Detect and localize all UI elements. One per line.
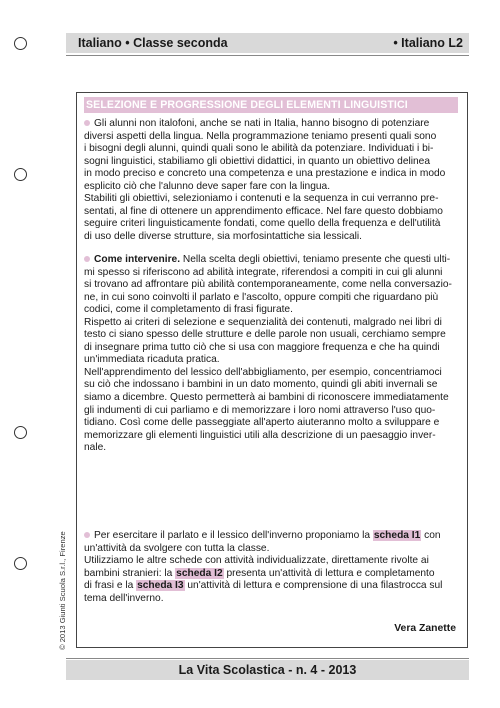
text-line: sogni linguistici, stabiliamo gli obiettivi didattici, in quanto un obiettivo delinea [84,155,431,167]
text-line: Stabiliti gli obiettivi, selezioniamo i contenuti e la sequenza in cui verranno pre- [84,193,439,205]
scheda-i2-link[interactable]: scheda I2 [176,567,223,579]
binder-hole-1 [14,37,27,50]
text-line: i bisogni degli alunni, quindi quali sono le abilità da potenziare. Individuati i bi- [84,143,434,155]
paragraph-schede [84,530,458,605]
binder-hole-3 [14,426,27,439]
text-line: nale. [84,442,107,454]
text-span: con [421,530,441,541]
text-line: sentati, al fine di ottenere un apprendimento efficace. Nel fare questo dobbiamo [84,205,443,217]
footer-divider [66,658,469,659]
header-divider [66,55,469,56]
binder-hole-4 [14,557,27,570]
text-line: testo ci siano spesso delle strutture e delle parole non usuali, cerchiamo sempre [84,329,446,341]
header-subject: Italiano • Classe seconda [78,36,228,50]
page-header [66,33,469,53]
text-line [84,580,458,593]
bullet-icon [84,120,90,126]
text-span: presenta un'attività di lettura e completamento [223,567,435,579]
text-line: di insegnare prima tutto ciò che si usa con maggiore frequenza e che ha quindi [84,341,440,353]
bullet-icon [84,532,90,538]
scheda-i3-link[interactable]: scheda I3 [137,580,184,592]
text-span: Nella scelta degli obiettivi, teniamo presente che questi ulti- [180,254,451,265]
text-line [84,568,458,581]
text-line: Nell'apprendimento del lessico dell'abbigliamento, per esempio, concentriamoci [84,366,442,378]
text-line: gli indumenti di cui parliamo e di memorizzare i loro nomi attraverso l'uso quo- [84,404,436,416]
text-line: un'attività da svolgere con tutta la classe. [84,542,270,554]
text-line [84,530,458,543]
paragraph-come-intervenire [84,254,458,455]
text-line: mi spesso si riferiscono ad abilità integrate, riferendosi a compiti in cui gli alunni [84,266,443,278]
text-line: esplicito ciò che l'alunno deve saper fare con la lingua. [84,180,331,192]
text-line: Rispetto ai criteri di selezione e sequenzialità dei contenuti, malgrado nei libri di [84,316,442,328]
text-span: Gli alunni non italofoni, anche se nati in Italia, hanno bisogno di potenziare [94,118,430,129]
paragraph-intro [84,118,458,243]
text-line: seguire criteri linguisticamente fondati, come quello della frequenza e dell'utilità [84,218,441,230]
page-footer: La Vita Scolastica - n. 4 - 2013 [66,660,469,680]
text-line: un'immediata ricaduta pratica. [84,354,220,366]
binder-hole-2 [14,168,27,181]
bullet-icon [84,256,90,262]
text-span: Per esercitare il parlato e il lessico dell'inverno proponiamo la [94,530,373,541]
text-line [84,118,458,131]
text-span: di frasi e la [84,580,137,592]
scheda-i1-link[interactable]: scheda I1 [373,530,421,541]
text-line: Utilizziamo le altre schede con attività individualizzate, direttamente rivolte ai [84,555,429,567]
author-signature: Vera Zanette [394,623,456,634]
text-line: si trovano ad affrontare più abilità contemporaneamente, come nella conversazio- [84,279,452,291]
text-line: di uso delle diverse strutture, sia morfosintattiche sia lessicali. [84,230,363,242]
copyright-credit: © 2013 Giunti Scuola S.r.l., Firenze [58,531,67,650]
text-line: tema dell'inverno. [84,592,164,604]
text-line: ne, in cui sono coinvolti il parlato e l'ascolto, oppure compiti che riguardano più [84,291,439,303]
section-title: SELEZIONE E PROGRESSIONE DEGLI ELEMENTI LINGUISTICI [84,97,458,113]
text-line: diversi aspetti della lingua. Nella programmazione teniamo presenti quali sono [84,130,437,142]
lead-heading: Come intervenire. [94,254,181,265]
header-tag: • Italiano L2 [393,36,463,50]
text-span: un'attività di lettura e comprensione di una filastrocca sul [184,580,443,592]
text-line: tidiano. Così come delle passeggiate all'aperto aiuteranno molto a sviluppare e [84,417,440,429]
text-line: in modo preciso e concreto una competenza e una prestazione e indica in modo [84,168,446,180]
text-line [84,254,458,267]
text-span: bambini stranieri: la [84,567,176,579]
text-line: codici, come il completamento di frasi figurate. [84,304,293,316]
text-line: memorizzare gli elementi linguistici utili alla descrizione di un paesaggio inver- [84,429,436,441]
text-line: siamo a dicembre. Questo permetterà ai bambini di riconoscere immediatamente [84,392,449,404]
text-line: su ciò che indossano i bambini in un dato momento, quindi gli abiti invernali se [84,379,438,391]
